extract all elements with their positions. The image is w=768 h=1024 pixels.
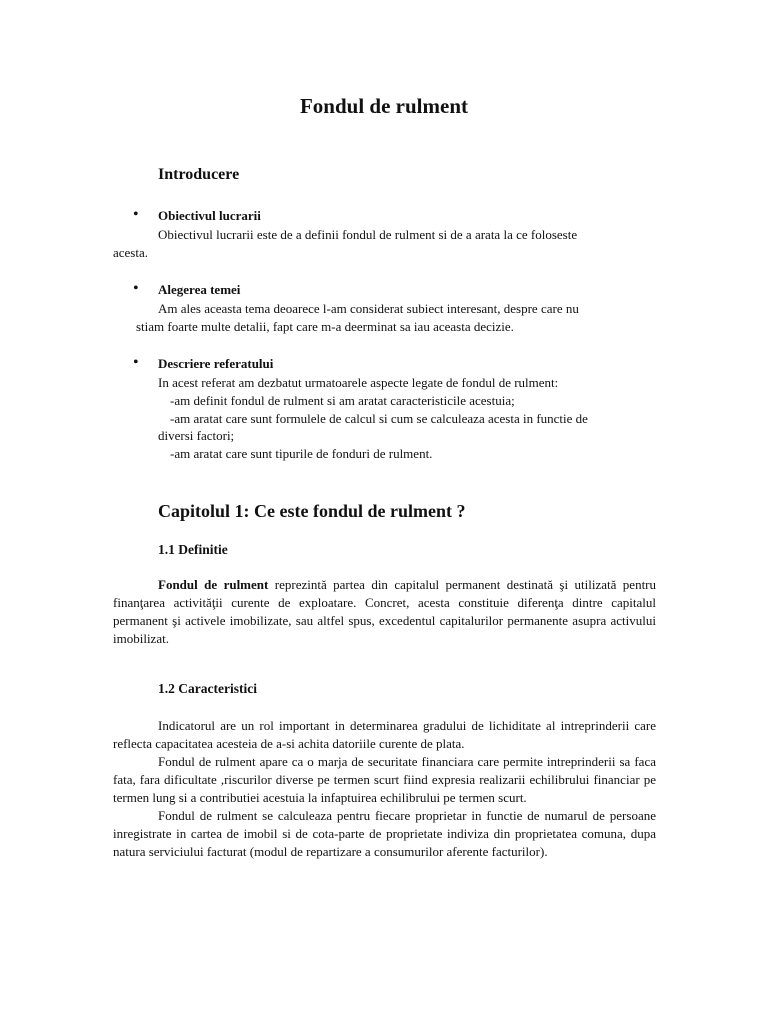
bullet-text-line: acesta. xyxy=(113,245,149,260)
characteristics-paragraph: Fondul de rulment se calculeaza pentru fiecare proprietar in functie de numarul de persoane inregistrate in cartea de imobil si de cota-parte de proprietate indiviza din proprietatea comuna, dupa natura serviciului facturat (modul de repartizare a consumurilor aferente facturilor). xyxy=(113,808,656,859)
bullet-icon: • xyxy=(133,354,139,371)
bullet-heading-topic: Alegerea temei xyxy=(158,282,241,297)
bullet-text-line: -am aratat care sunt tipurile de fonduri de rulment. xyxy=(170,446,433,461)
bullet-text-line: stiam foarte multe detalii, fapt care m-a deerminat sa iau aceasta decizie. xyxy=(136,319,514,334)
bullet-icon: • xyxy=(133,206,139,223)
bullet-text-line: Am ales aceasta tema deoarece l-am considerat subiect interesant, despre care nu xyxy=(158,301,579,316)
bullet-text-line: diversi factori; xyxy=(158,428,235,443)
document-title: Fondul de rulment xyxy=(299,94,469,118)
bullet-icon: • xyxy=(133,280,139,297)
bullet-heading-objective: Obiectivul lucrarii xyxy=(158,208,261,223)
bullet-text-line: In acest referat am dezbatut urmatoarele aspecte legate de fondul de rulment: xyxy=(158,375,559,390)
chapter-1-title: Capitolul 1: Ce este fondul de rulment ? xyxy=(158,501,466,521)
characteristics-paragraph: Indicatorul are un rol important in determinarea gradului de lichiditate al intreprinderii care reflecta capacitatea acesteia de a-si achita datoriile curente de plata. xyxy=(113,718,656,751)
definition-text: reprezintă partea din capitalul permanent destinată şi utilizată pentru finanţarea activităţii curente de exploatare. Concret, acesta constituie diferenţa dintre capitalul permanent şi activele imobilizate, sau altfel spus, excedentul capitalurilor permanente asupra activului imobilizat. xyxy=(113,577,657,646)
bullet-text-line: -am definit fondul de rulment si am aratat caracteristicile acestuia; xyxy=(170,393,515,408)
characteristics-paragraphs xyxy=(113,717,656,861)
definition-term: Fondul de rulment xyxy=(158,577,269,592)
section-1-2-heading: 1.2 Caracteristici xyxy=(158,681,257,696)
definition-paragraph xyxy=(113,576,656,648)
section-1-1-heading: 1.1 Definitie xyxy=(158,542,228,557)
bullet-heading-description: Descriere referatului xyxy=(158,356,274,371)
bullet-text-line: Obiectivul lucrarii este de a definii fondul de rulment si de a arata la ce foloseste xyxy=(158,227,578,242)
bullet-text-line: -am aratat care sunt formulele de calcul si cum se calculeaza acesta in functie de xyxy=(170,411,588,426)
characteristics-paragraph: Fondul de rulment apare ca o marja de securitate financiara care permite intreprinderii sa faca fata, fara dificultate ,riscurilor diverse pe termen scurt fiind expresia realizarii echilibrului financiar pe termen lung si a contributiei acestuia la infaptuirea echilibrului pe termen scurt. xyxy=(113,754,656,805)
intro-heading: Introducere xyxy=(158,166,240,183)
